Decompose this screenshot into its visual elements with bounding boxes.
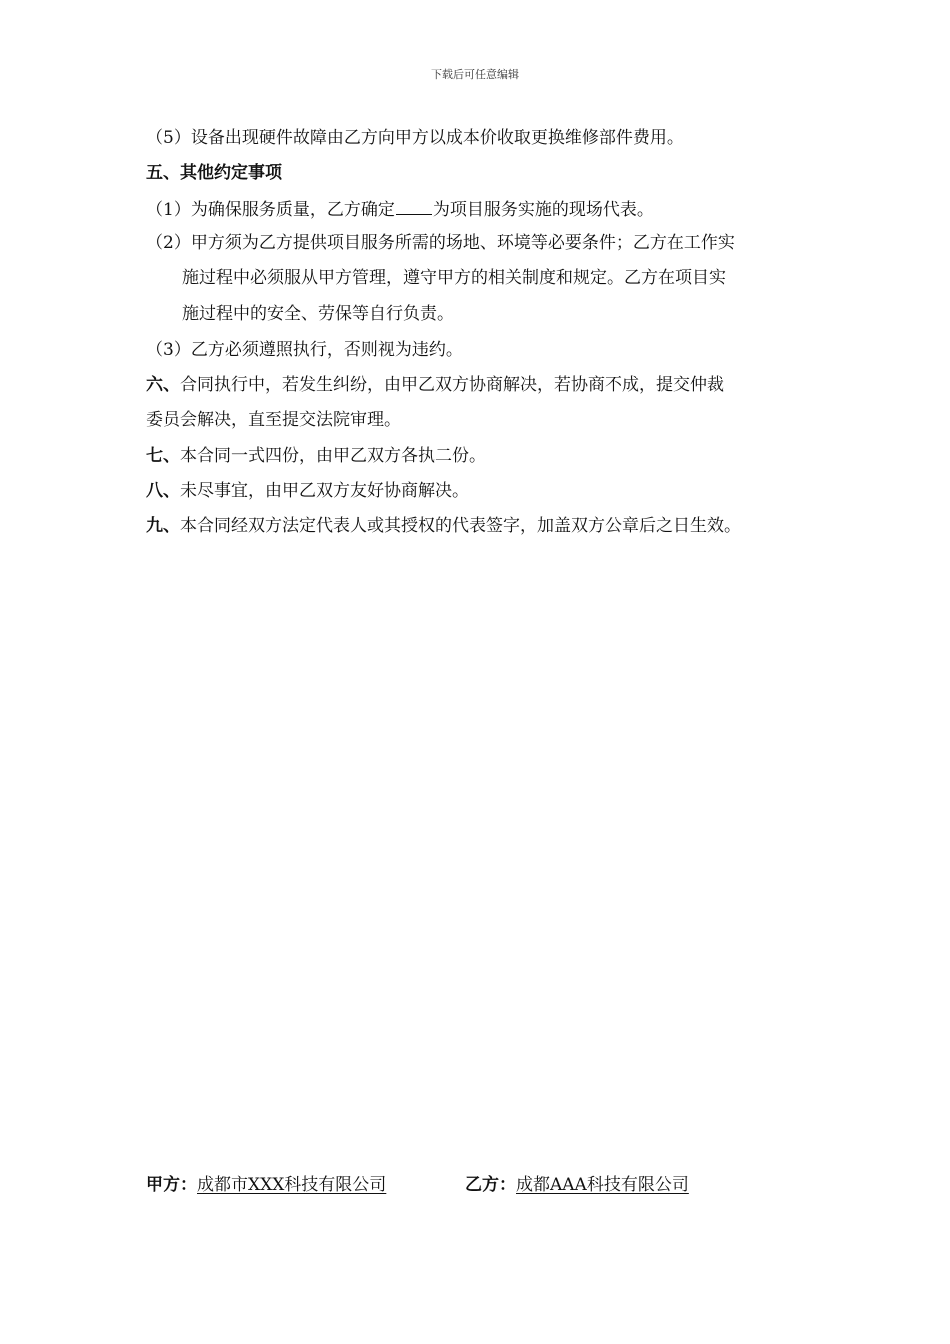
party-a-signature xyxy=(146,1170,386,1195)
section-9-text: 本合同经双方法定代表人或其授权的代表签字，加盖双方公章后之日生效。 xyxy=(180,516,741,536)
party-b-label: 乙方： xyxy=(465,1175,516,1195)
party-b-signature xyxy=(465,1170,689,1195)
section-9 xyxy=(146,516,741,536)
section-7 xyxy=(146,446,486,466)
party-a-name: 成都市XXX科技有限公司 xyxy=(197,1175,387,1195)
clause-5-1-text-b: 为项目服务实施的现场代表。 xyxy=(432,200,654,220)
clause-5-2-line-3: 施过程中的安全、劳保等自行负责。 xyxy=(182,304,454,324)
section-9-number: 九、 xyxy=(146,516,180,536)
clause-5-2-line-1: （2）甲方须为乙方提供项目服务所需的场地、环境等必要条件；乙方在工作实 xyxy=(146,233,735,253)
section-6-line-1 xyxy=(146,375,724,395)
section-6-line-2: 委员会解决，直至提交法院审理。 xyxy=(146,410,401,430)
section-6-number: 六、 xyxy=(146,375,180,395)
section-8 xyxy=(146,481,469,501)
section-7-text: 本合同一式四份，由甲乙双方各执二份。 xyxy=(180,446,486,466)
page-header-note: 下载后可任意编辑 xyxy=(431,68,519,81)
party-b-name: 成都AAA科技有限公司 xyxy=(516,1175,689,1195)
clause-5-1-text-a: （1）为确保服务质量，乙方确定 xyxy=(146,200,395,220)
section-6-text: 合同执行中，若发生纠纷，由甲乙双方协商解决，若协商不成，提交仲裁 xyxy=(180,375,724,395)
clause-5-3: （3）乙方必须遵照执行，否则视为违约。 xyxy=(146,340,463,360)
clause-5-1 xyxy=(146,198,654,220)
section-8-text: 未尽事宜，由甲乙双方友好协商解决。 xyxy=(180,481,469,501)
representative-blank xyxy=(396,198,432,215)
section-8-number: 八、 xyxy=(146,481,180,501)
party-a-label: 甲方： xyxy=(146,1175,197,1195)
clause-5-2-line-2: 施过程中必须服从甲方管理，遵守甲方的相关制度和规定。乙方在项目实 xyxy=(182,268,726,288)
clause-5-5: （5）设备出现硬件故障由乙方向甲方以成本价收取更换维修部件费用。 xyxy=(146,128,684,148)
section-5-title: 五、其他约定事项 xyxy=(146,163,282,183)
section-7-number: 七、 xyxy=(146,446,180,466)
